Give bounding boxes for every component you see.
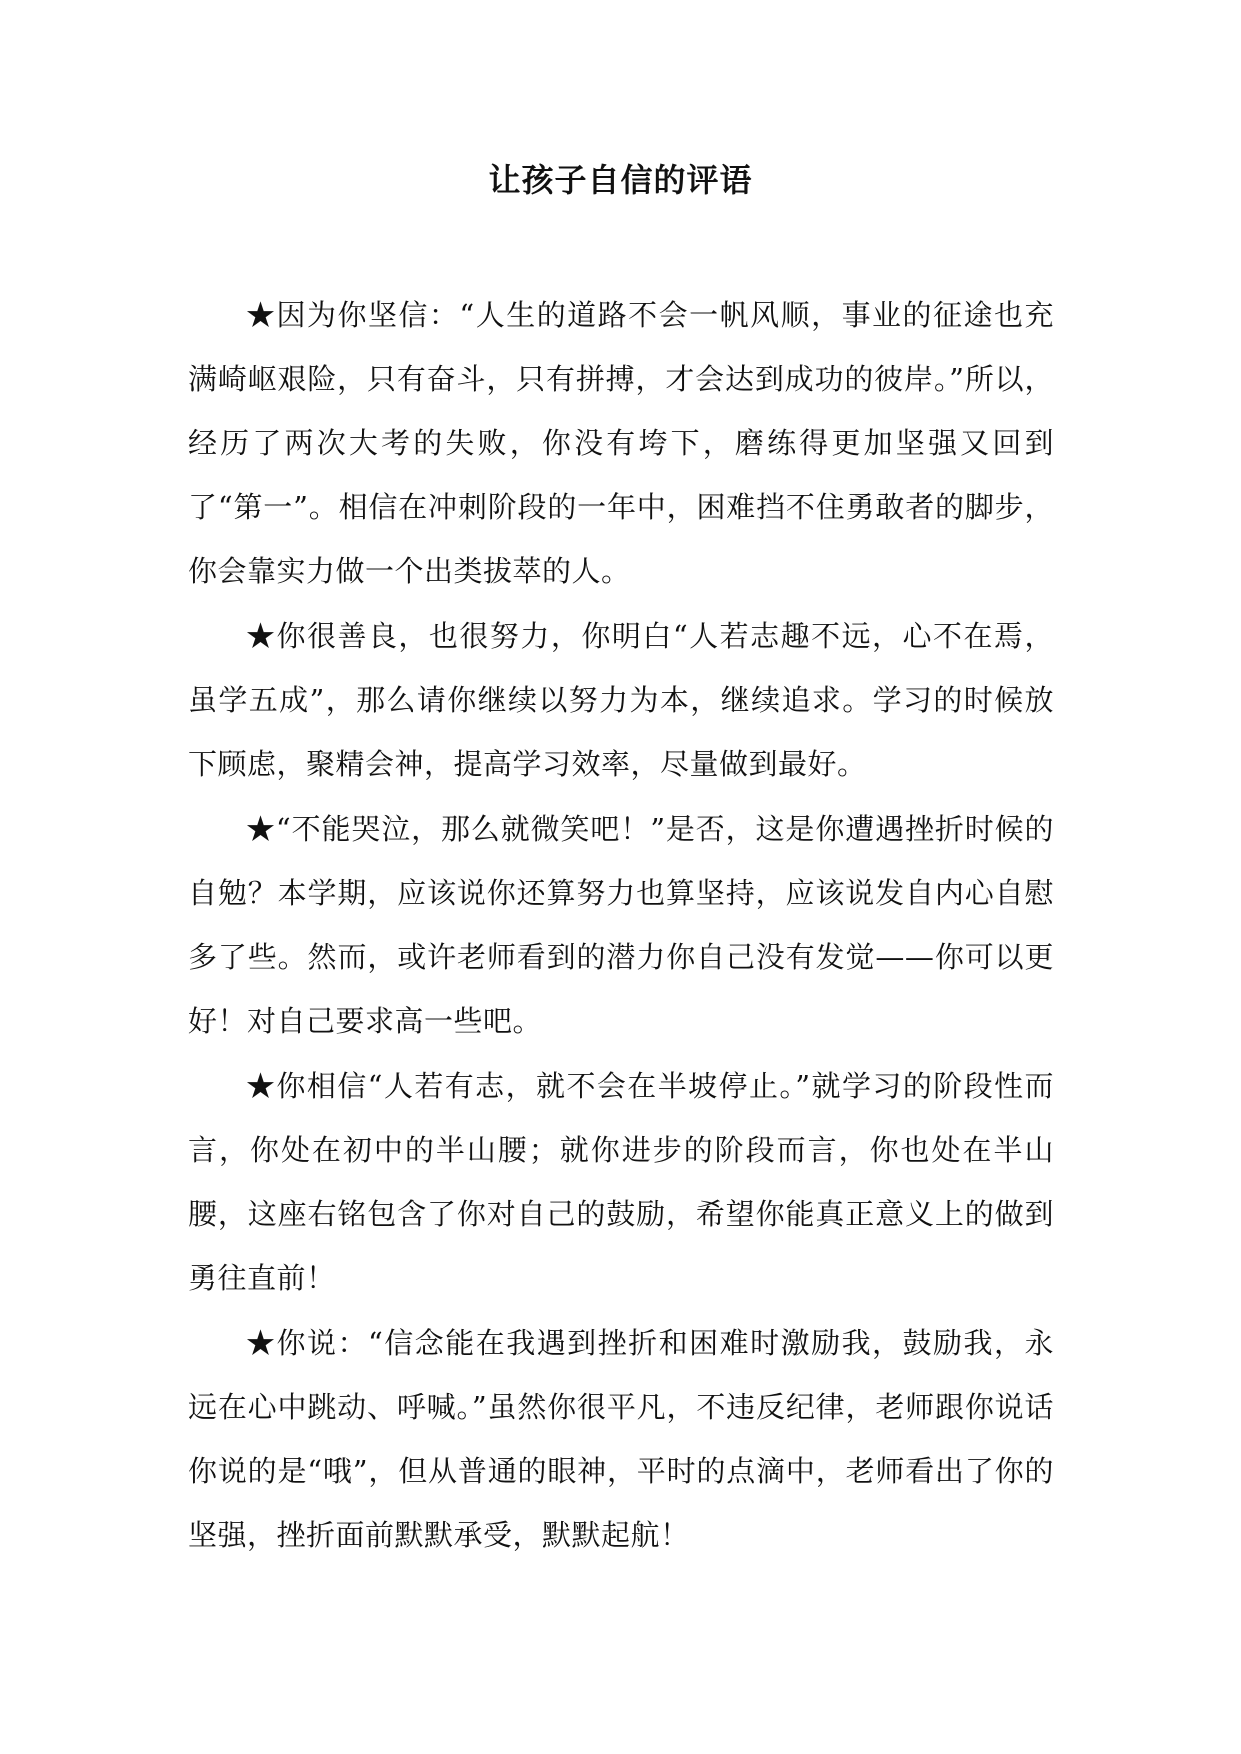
- comment-paragraph-1: ★因为你坚信：“人生的道路不会一帆风顺，事业的征途也充满崎岖艰险，只有奋斗，只有拼搏，才会达到成功的彼岸。”所以，经历了两次大考的失败，你没有垮下，磨练得更加坚强又回到了“第一”。相信在冲刺阶段的一年中，困难挡不住勇敢者的脚步，你会靠实力做一个出类拔萃的人。: [188, 298, 1054, 588]
- document-title: 让孩子自信的评语: [488, 161, 753, 199]
- comment-paragraph-4: ★你相信“人若有志，就不会在半坡停止。”就学习的阶段性而言，你处在初中的半山腰；就你进步的阶段而言，你也处在半山腰，这座右铭包含了你对自己的鼓励，希望你能真正意义上的做到勇往直前！: [188, 1069, 1054, 1295]
- comment-paragraph-2: ★你很善良，也很努力，你明白“人若志趣不远，心不在焉，虽学五成”，那么请你继续以努力为本，继续追求。学习的时候放下顾虑，聚精会神，提高学习效率，尽量做到最好。: [188, 619, 1054, 781]
- comment-paragraph-3: ★“不能哭泣，那么就微笑吧！”是否，这是你遭遇挫折时候的自勉？本学期，应该说你还算努力也算坚持，应该说发自内心自慰多了些。然而，或许老师看到的潜力你自己没有发觉——你可以更好！对自己要求高一些吧。: [188, 812, 1054, 1038]
- document-body: [188, 283, 1054, 1568]
- comment-paragraph-5: ★你说：“信念能在我遇到挫折和困难时激励我，鼓励我，永远在心中跳动、呼喊。”虽然你很平凡，不违反纪律，老师跟你说话你说的是“哦”，但从普通的眼神，平时的点滴中，老师看出了你的坚强，挫折面前默默承受，默默起航！: [188, 1326, 1054, 1552]
